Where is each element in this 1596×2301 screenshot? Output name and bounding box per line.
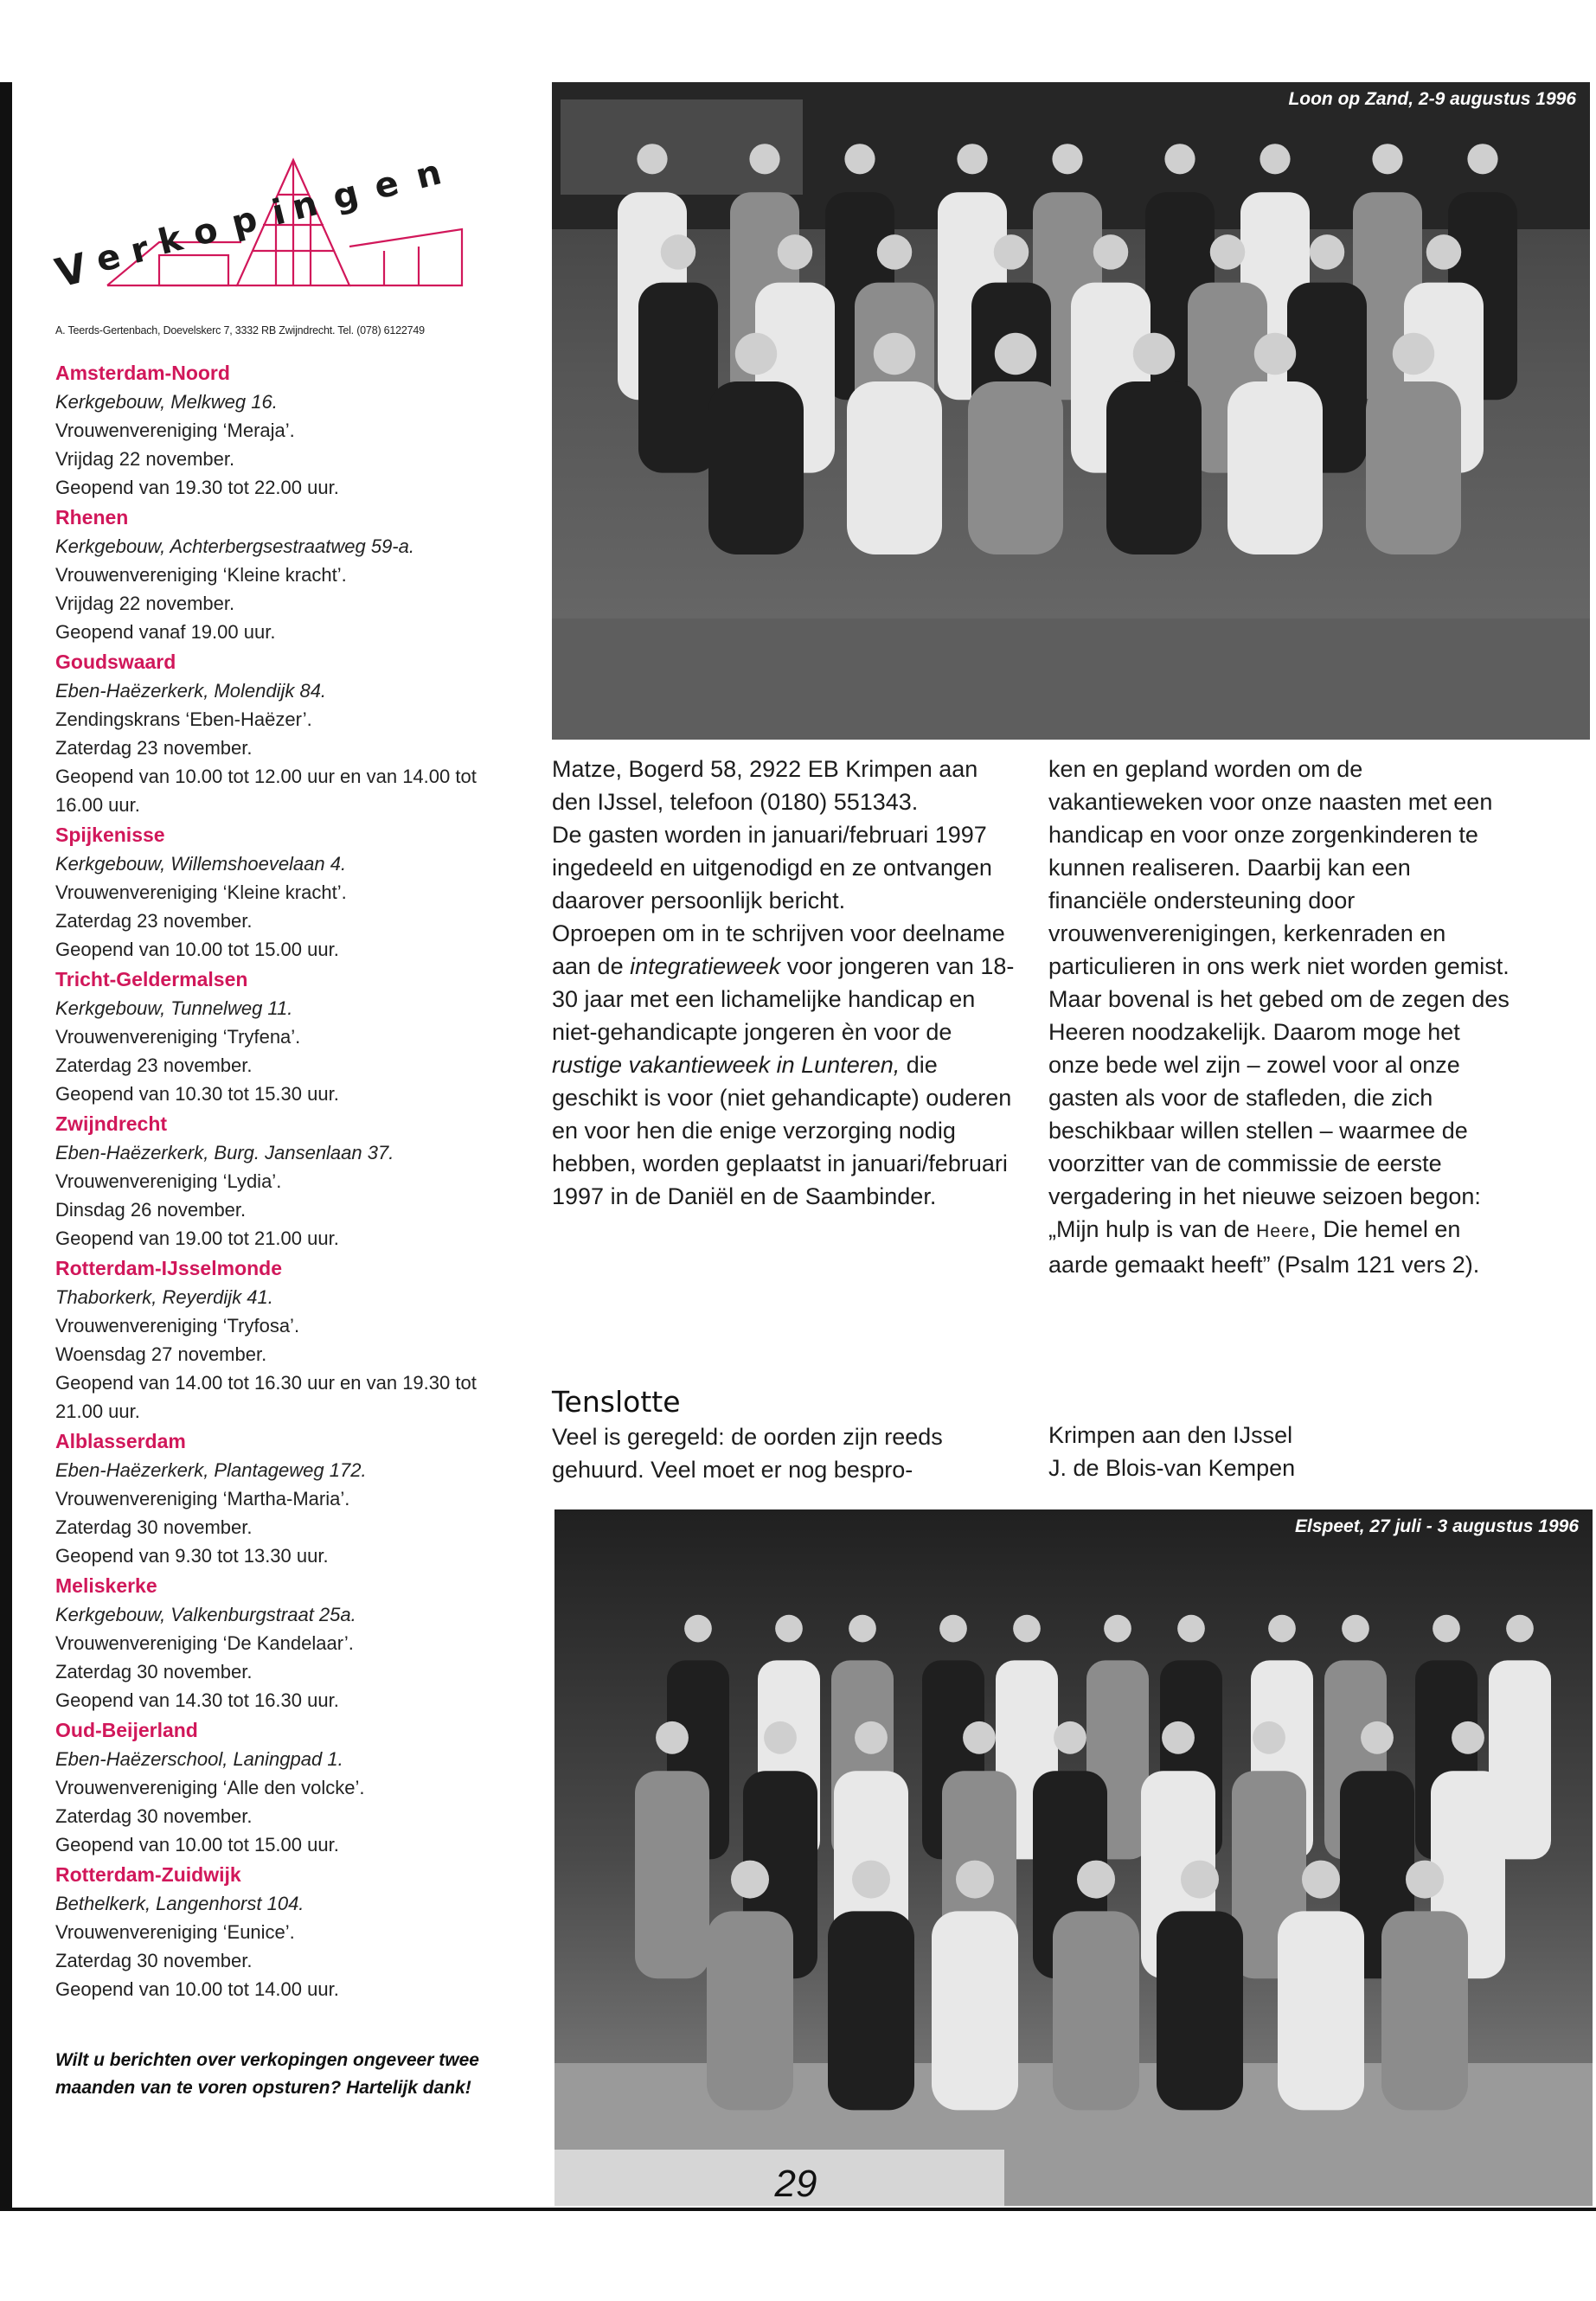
text-run-italic: rustige vakantieweek in Lunteren, <box>552 1052 901 1078</box>
person-head <box>1133 333 1175 375</box>
sale-detail: Zendingskrans ‘Eben-Haëzer’. <box>55 708 312 730</box>
sale-detail: Geopend van 10.00 tot 12.00 uur en van 14.00 tot 16.00 uur. <box>55 766 477 816</box>
article-paragraph: Matze, Bogerd 58, 2922 EB Krimpen aan den IJssel, telefoon (0180) 551343. <box>552 756 978 815</box>
text-run: Oproepen om in te schrijven voor deelname aan de <box>552 920 1005 979</box>
sale-city: Amsterdam-Noord <box>55 362 230 384</box>
sale-city: Tricht-Geldermalsen <box>55 968 248 990</box>
person-head <box>874 333 915 375</box>
sale-city: Alblasserdam <box>55 1430 186 1452</box>
person-head <box>1433 1615 1460 1643</box>
sale-entry <box>55 965 522 1108</box>
sale-detail: Geopend van 10.30 tot 15.30 uur. <box>55 1083 339 1105</box>
sale-city: Rhenen <box>55 506 129 529</box>
sale-entry <box>55 648 522 819</box>
sale-entry <box>55 1861 522 2003</box>
sale-detail: Geopend van 19.30 tot 22.00 uur. <box>55 477 339 498</box>
sale-detail: Geopend van 19.00 tot 21.00 uur. <box>55 1227 339 1249</box>
svg-text:n: n <box>412 152 445 197</box>
person-head <box>852 1861 890 1899</box>
sale-detail: Vrouwenvereniging ‘Kleine kracht’. <box>55 564 347 586</box>
text-run-italic: integratieweek <box>630 953 781 979</box>
sale-entry <box>55 1254 522 1426</box>
person-head <box>764 1721 797 1754</box>
signature-author: J. de Blois-van Kempen <box>1048 1455 1296 1481</box>
person-head <box>1177 1615 1205 1643</box>
person-head <box>1342 1615 1369 1643</box>
person-head <box>1210 234 1245 269</box>
sale-detail: Zaterdag 23 november. <box>55 910 253 932</box>
article-paragraph: Veel is geregeld: de oorden zijn reeds gehuurd. Veel moet er nog bespro- <box>552 1424 943 1483</box>
sale-entry <box>55 821 522 964</box>
sale-entry <box>55 1716 522 1859</box>
person-silhouette <box>932 1911 1018 2110</box>
person-head <box>1093 234 1128 269</box>
sale-detail: Zaterdag 30 november. <box>55 1661 253 1682</box>
person-head <box>963 1721 996 1754</box>
sale-address: Eben-Haëzerkerk, Plantageweg 172. <box>55 1459 367 1481</box>
sale-entry <box>55 1110 522 1253</box>
text-run: , Die hemel en aarde gemaakt heeft” (Psalm 121 vers 2). <box>1048 1216 1480 1278</box>
person-head <box>1013 1615 1041 1643</box>
article-signature <box>1048 1419 1516 1484</box>
person-head <box>1467 144 1497 174</box>
sale-address: Kerkgebouw, Tunnelweg 11. <box>55 997 293 1019</box>
person-head <box>1104 1615 1131 1643</box>
text-run-small-caps: Heere <box>1256 1221 1311 1241</box>
person-head <box>844 144 875 174</box>
article-column-1 <box>552 753 1019 1213</box>
left-edge-rule <box>0 82 12 2210</box>
article-column-3 <box>552 1384 1019 1486</box>
text-run: ken en gepland worden om de vakantieweken voor onze naasten met een handicap en voor onze zorgenkinderen te kunnen realiseren. Daarbij kan een financiële ondersteuning door vrouwenverenigingen, kerkenraden en particulieren in ons werk niet worden gemist. Maar bovenal is het gebed om de zegen des Heeren noodzakelijk. Daarom moge het onze bede wel zijn – zowel voor al onze gasten als voor de stafleden, die zich beschikbaar willen stellen – waarmee de voorzitter van de commissie de eerste vergadering in het nieuwe seizoen begon: „Mijn hulp is van de <box>1048 756 1509 1242</box>
svg-text:i: i <box>268 191 290 234</box>
person-head <box>1181 1861 1219 1899</box>
sale-city: Goudswaard <box>55 651 176 673</box>
person-head <box>684 1615 712 1643</box>
sale-detail: Vrijdag 22 november. <box>55 593 235 614</box>
sale-detail: Zaterdag 30 november. <box>55 1950 253 1971</box>
photo-caption-bottom: Elspeet, 27 juli - 3 augustus 1996 <box>1295 1516 1579 1536</box>
person-head <box>1253 1721 1285 1754</box>
sale-address: Thaborkerk, Reyerdijk 41. <box>55 1286 273 1308</box>
person-head <box>1054 1721 1086 1754</box>
photo-caption-top: Loon op Zand, 2-9 augustus 1996 <box>1288 89 1576 109</box>
sale-detail: Woensdag 27 november. <box>55 1343 267 1365</box>
sale-city: Rotterdam-IJsselmonde <box>55 1257 283 1279</box>
person-silhouette <box>1053 1911 1139 2110</box>
person-head <box>1162 1721 1195 1754</box>
svg-text:r: r <box>126 228 153 272</box>
sale-detail: Vrouwenvereniging ‘Alle den volcke’. <box>55 1777 365 1798</box>
section-heading: Tenslotte <box>552 1385 681 1419</box>
person-silhouette <box>1157 1911 1243 2110</box>
sale-city: Spijkenisse <box>55 824 165 846</box>
svg-text:e: e <box>370 163 403 208</box>
sale-detail: Dinsdag 26 november. <box>55 1199 247 1221</box>
person-head <box>995 333 1036 375</box>
sale-detail: Geopend vanaf 19.00 uur. <box>55 621 276 643</box>
person-head <box>1268 1615 1296 1643</box>
sale-city: Rotterdam-Zuidwijk <box>55 1863 241 1886</box>
person-head <box>778 234 812 269</box>
signature-place: Krimpen aan den IJssel <box>1048 1422 1293 1448</box>
sale-detail: Vrouwenvereniging ‘Martha-Maria’. <box>55 1488 350 1509</box>
sale-detail: Geopend van 10.00 tot 15.00 uur. <box>55 1834 339 1856</box>
bottom-edge-rule <box>0 2208 1596 2211</box>
person-silhouette <box>707 1911 793 2110</box>
person-head <box>731 1861 769 1899</box>
sales-list <box>55 359 522 2005</box>
svg-text:n: n <box>288 183 322 228</box>
person-head <box>1506 1615 1534 1643</box>
sale-entry <box>55 359 522 502</box>
svg-text:g: g <box>329 173 362 218</box>
person-silhouette <box>968 381 1063 554</box>
person-head <box>749 144 779 174</box>
person-head <box>855 1721 888 1754</box>
person-silhouette <box>635 1771 709 1978</box>
person-silhouette <box>1366 381 1461 554</box>
group-photo-elspeet <box>554 1509 1593 2206</box>
person-silhouette <box>847 381 942 554</box>
person-silhouette <box>708 381 804 554</box>
sale-detail: Geopend van 9.30 tot 13.30 uur. <box>55 1545 329 1567</box>
person-head <box>1052 144 1082 174</box>
sale-detail: Vrijdag 22 november. <box>55 448 235 470</box>
sales-sidebar <box>50 147 514 2098</box>
sale-detail: Geopend van 14.30 tot 16.30 uur. <box>55 1689 339 1711</box>
text-run: die geschikt is voor (niet gehandicapte) ouderen en voor hen die enige verzorging nodig hebben, worden geplaatst in januari/februari 1997 in de Daniël en de Saambinder. <box>552 1052 1012 1209</box>
article-paragraph <box>552 917 1019 1213</box>
person-silhouette <box>1381 1911 1468 2110</box>
svg-text:V: V <box>50 243 93 297</box>
person-head <box>1361 1721 1394 1754</box>
sale-address: Bethelkerk, Langenhorst 104. <box>55 1893 304 1914</box>
sale-address: Kerkgebouw, Melkweg 16. <box>55 391 278 413</box>
person-head <box>1406 1861 1444 1899</box>
sale-detail: Zaterdag 23 november. <box>55 1054 253 1076</box>
person-silhouette <box>828 1911 914 2110</box>
sale-city: Meliskerke <box>55 1574 157 1597</box>
person-head <box>877 234 912 269</box>
group-photo-image <box>552 82 1590 740</box>
sale-address: Kerkgebouw, Achterbergsestraatweg 59-a. <box>55 535 414 557</box>
sale-detail: Vrouwenvereniging ‘De Kandelaar’. <box>55 1632 354 1654</box>
sale-entry <box>55 503 522 646</box>
sale-detail: Vrouwenvereniging ‘Tryfosa’. <box>55 1315 300 1336</box>
article-paragraph: De gasten worden in januari/februari 1997 ingedeeld en uitgenodigd en ze ontvangen daarover persoonlijk bericht. <box>552 822 992 913</box>
sale-address: Eben-Haëzerschool, Laningpad 1. <box>55 1748 343 1770</box>
person-head <box>939 1615 967 1643</box>
sale-detail: Geopend van 10.00 tot 14.00 uur. <box>55 1978 339 2000</box>
person-head <box>661 234 695 269</box>
article-column-2 <box>1048 753 1516 1281</box>
person-head <box>957 144 987 174</box>
church-logo-icon <box>50 147 505 303</box>
article-paragraph <box>1048 753 1516 1281</box>
svg-text:k: k <box>154 218 187 263</box>
sale-entry <box>55 1572 522 1715</box>
verkopingen-logo <box>50 147 505 336</box>
person-head <box>1254 333 1296 375</box>
logo-address: A. Teerds-Gertenbach, Doevelskerc 7, 3332 RB Zwijndrecht. Tel. (078) 6122749 <box>55 324 425 336</box>
svg-text:o: o <box>189 209 222 254</box>
person-silhouette <box>1227 381 1323 554</box>
sale-address: Kerkgebouw, Willemshoevelaan 4. <box>55 853 347 875</box>
person-head <box>956 1861 994 1899</box>
person-head <box>1452 1721 1484 1754</box>
person-head <box>1302 1861 1340 1899</box>
sidebar-note: Wilt u berichten over verkopingen ongeveer twee maanden van te voren opsturen? Hartelijk dank! <box>55 2050 479 2098</box>
person-silhouette <box>1106 381 1202 554</box>
person-head <box>775 1615 803 1643</box>
person-head <box>1259 144 1290 174</box>
sale-detail: Vrouwenvereniging ‘Eunice’. <box>55 1921 295 1943</box>
person-head <box>735 333 777 375</box>
sale-detail: Geopend van 10.00 tot 15.00 uur. <box>55 939 339 960</box>
person-head <box>637 144 667 174</box>
svg-text:p: p <box>228 199 261 244</box>
person-head <box>1393 333 1434 375</box>
sale-detail: Zaterdag 30 november. <box>55 1516 253 1538</box>
page-number: 29 <box>774 2163 817 2205</box>
person-head <box>1164 144 1195 174</box>
sale-detail: Zaterdag 30 november. <box>55 1805 253 1827</box>
person-head <box>1077 1861 1115 1899</box>
sale-detail: Geopend van 14.00 tot 16.30 uur en van 19.30 tot 21.00 uur. <box>55 1372 477 1422</box>
sale-address: Kerkgebouw, Valkenburgstraat 25a. <box>55 1604 356 1625</box>
sale-address: Eben-Haëzerkerk, Molendijk 84. <box>55 680 327 702</box>
person-head <box>1372 144 1402 174</box>
sale-detail: Vrouwenvereniging ‘Lydia’. <box>55 1170 282 1192</box>
person-head <box>1310 234 1344 269</box>
sale-address: Eben-Haëzerkerk, Burg. Jansenlaan 37. <box>55 1142 394 1163</box>
svg-text:e: e <box>92 236 125 281</box>
sale-detail: Vrouwenvereniging ‘Tryfena’. <box>55 1026 301 1048</box>
group-photo-image <box>554 1509 1593 2206</box>
sale-detail: Zaterdag 23 november. <box>55 737 253 759</box>
person-silhouette <box>1278 1911 1364 2110</box>
sale-detail: Vrouwenvereniging ‘Kleine kracht’. <box>55 881 347 903</box>
person-silhouette <box>638 283 718 473</box>
sale-entry <box>55 1427 522 1570</box>
person-head <box>849 1615 876 1643</box>
group-photo-loon-op-zand <box>552 82 1590 740</box>
person-head <box>994 234 1029 269</box>
text-run: voor jongeren van 18-30 jaar met een lichamelijke handicap en niet-gehandicapte jongeren èn voor de <box>552 953 1015 1045</box>
sale-city: Oud-Beijerland <box>55 1719 198 1741</box>
person-head <box>656 1721 689 1754</box>
person-head <box>1426 234 1461 269</box>
sale-detail: Vrouwenvereniging ‘Meraja’. <box>55 420 295 441</box>
sale-city: Zwijndrecht <box>55 1112 168 1135</box>
